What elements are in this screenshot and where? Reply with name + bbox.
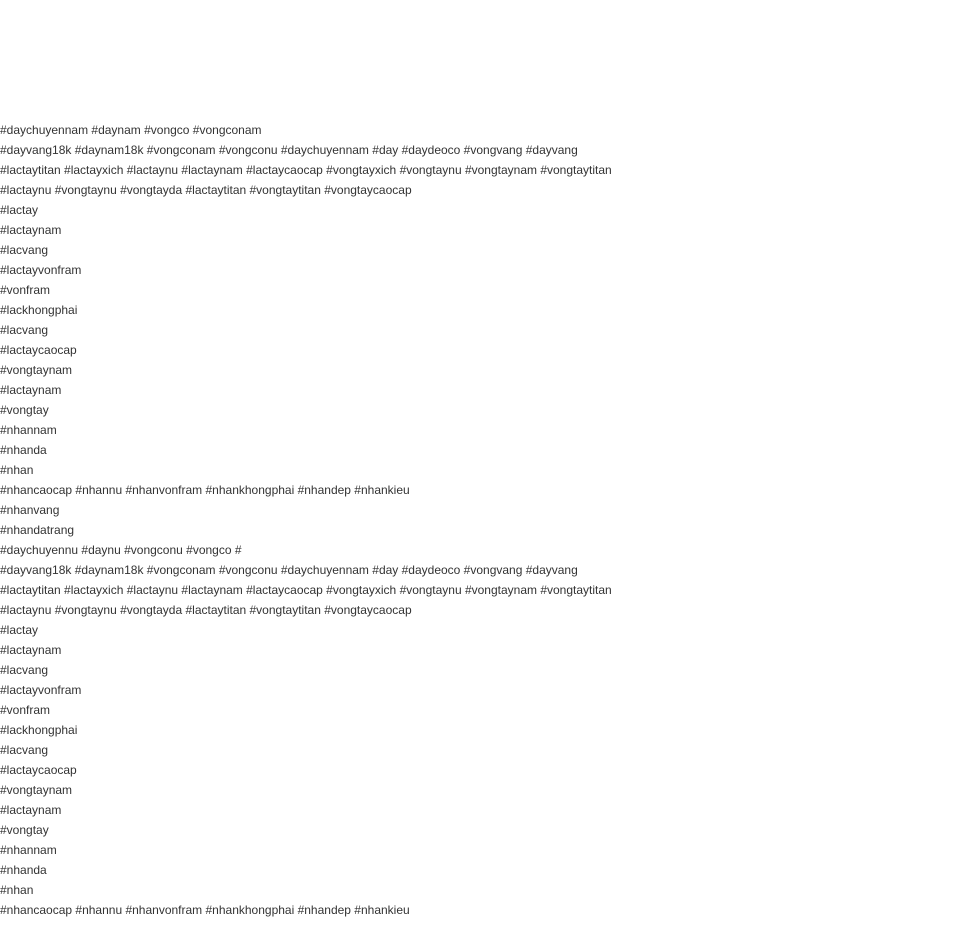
hashtag-line: #lactaycaocap (0, 763, 77, 777)
hashtag-line: #dayvang18k #daynam18k #vongconam #vongconu #daychuyennam #day #daydeoco #vongvang #dayvang (0, 563, 578, 577)
hashtag-line: #vongtaynam (0, 363, 73, 377)
hashtag-line: #nhanda (0, 863, 47, 877)
hashtag-line: #nhannam (0, 843, 57, 857)
hashtag-line: #nhannam (0, 423, 57, 437)
hashtag-line: #nhandatrang (0, 523, 75, 537)
hashtag-line: #vongtay (0, 403, 49, 417)
hashtag-line: #nhanda (0, 443, 47, 457)
hashtag-line: #lactayvonfram (0, 683, 82, 697)
hashtag-line: #dayvang18k #daynam18k #vongconam #vongconu #daychuyennam #day #daydeoco #vongvang #dayvang (0, 143, 578, 157)
hashtag-line: #lactaynam (0, 643, 62, 657)
hashtag-line: #lacvang (0, 743, 49, 757)
hashtag-line: #nhan (0, 463, 34, 477)
hashtag-line: #lactaynam (0, 803, 62, 817)
hashtag-line: #lactaynam (0, 383, 62, 397)
hashtag-line: #lackhongphai (0, 303, 78, 317)
hashtag-line: #daychuyennam #daynam #vongco #vongconam (0, 123, 262, 137)
hashtag-line: #lactaynam (0, 223, 62, 237)
hashtag-line: #lactay (0, 203, 39, 217)
hashtag-line: #lactaytitan #lactayxich #lactaynu #lactaynam #lactaycaocap #vongtayxich #vongtaynu #vongtaynam #vongtaytitan (0, 163, 612, 177)
hashtag-line: #vongtay (0, 823, 49, 837)
hashtag-line: #nhan (0, 883, 34, 897)
hashtag-line: #lactayvonfram (0, 263, 82, 277)
hashtag-line: #lactaynu #vongtaynu #vongtayda #lactaytitan #vongtaytitan #vongtaycaocap (0, 603, 412, 617)
hashtag-line: #vonfram (0, 283, 51, 297)
hashtag-list (0, 120, 960, 920)
hashtag-line: #daychuyennu #daynu #vongconu #vongco # (0, 543, 242, 557)
hashtag-line: #nhancaocap #nhannu #nhanvonfram #nhankhongphai #nhandep #nhankieu (0, 483, 410, 497)
hashtag-line: #nhancaocap #nhannu #nhanvonfram #nhankhongphai #nhandep #nhankieu (0, 903, 410, 917)
hashtag-line: #lackhongphai (0, 723, 78, 737)
hashtag-line: #vonfram (0, 703, 51, 717)
hashtag-line: #lacvang (0, 663, 49, 677)
hashtag-line: #lacvang (0, 323, 49, 337)
hashtag-line: #lactaynu #vongtaynu #vongtayda #lactaytitan #vongtaytitan #vongtaycaocap (0, 183, 412, 197)
hashtag-line: #vongtaynam (0, 783, 73, 797)
hashtag-line: #lactay (0, 623, 39, 637)
hashtag-line: #lactaytitan #lactayxich #lactaynu #lactaynam #lactaycaocap #vongtayxich #vongtaynu #vongtaynam #vongtaytitan (0, 583, 612, 597)
hashtag-line: #lactaycaocap (0, 343, 77, 357)
hashtag-line: #nhanvang (0, 503, 60, 517)
hashtag-line: #lacvang (0, 243, 49, 257)
